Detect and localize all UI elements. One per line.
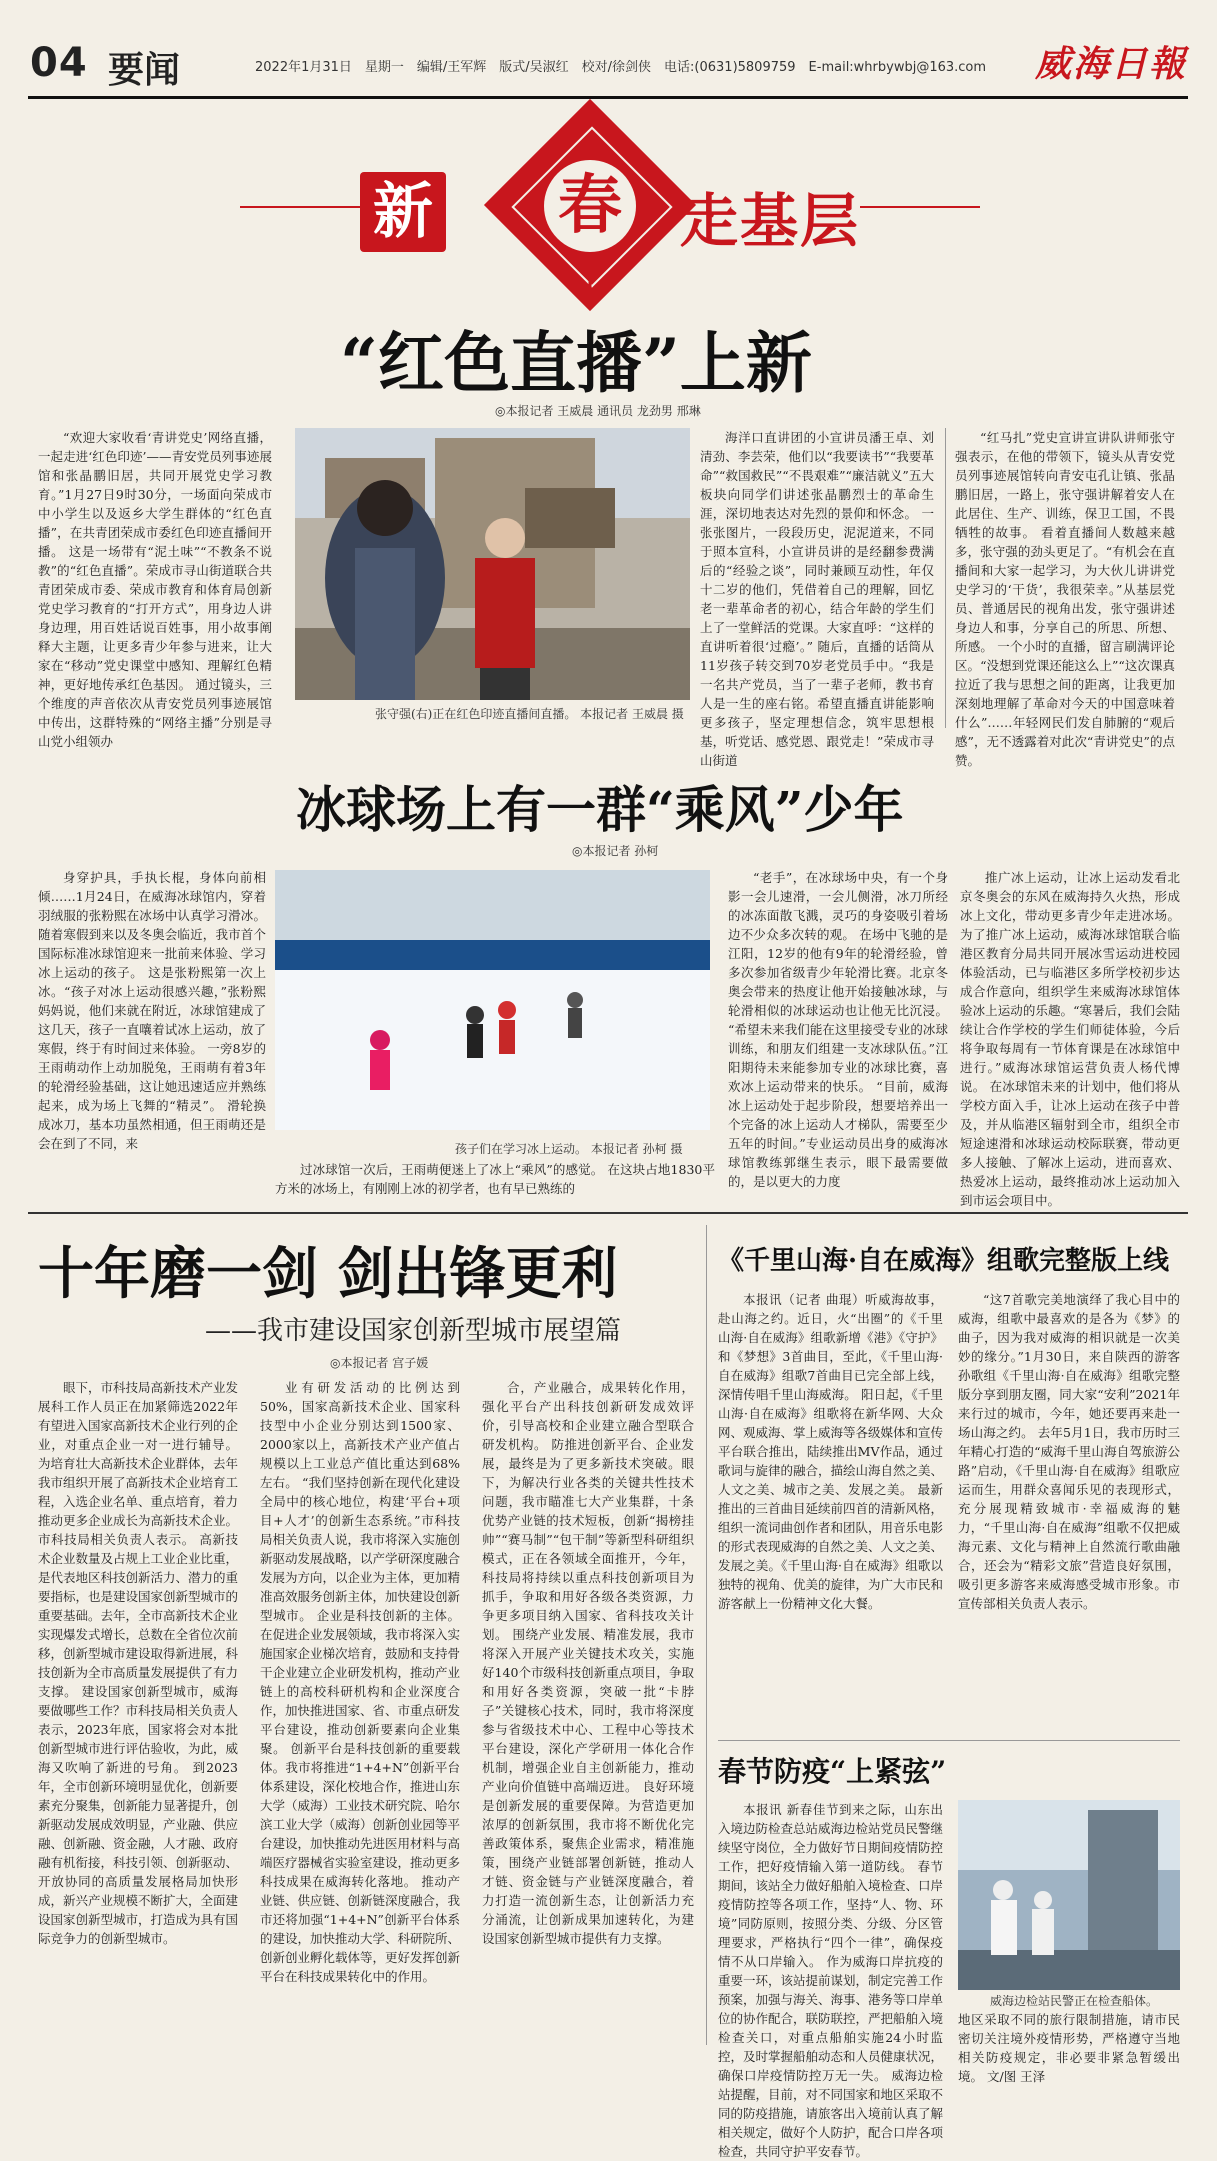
story1-byline: ◎本报记者 王威晨 通讯员 龙劲男 邢琳	[495, 404, 701, 418]
story2-caption: 孩子们在学习冰上运动。 本报记者 孙柯 摄	[455, 1142, 683, 1156]
story1-col1: “欢迎大家收看‘青讲党史’网络直播，一起走进‘红色印迹’——青安党员列事迹展馆和张晶鹏旧居，共同开展党史学习教育。”1月27日9时30分，一场面向荣成市中小学生以及返乡大学生群体的“红色直播”，在共青团荣成市委红色印迹直播间开播。 这是一场带有“泥土味”“不教条不说教”的“红色直播”。荣成市寻山街道联合共青团荣成市委、荣成市教育和体育局创新党史学习教育的“打开方式”，用身边人讲身边理，用百姓话说百姓事，用小故事阐释大主题，让更多青少年参与进来，让大家在“移动”党史课堂中感知、理解红色精神，更好地传承红色基因。 通过镜头，三个维度的声音依次从青安党员列事迹展馆中传出，这群特殊的“网络主播”分别是寻山党小组领办	[38, 430, 272, 749]
story5-col-tail: 地区采取不同的旅行限制措施，请市民密切关注境外疫情形势，严格遵守当地相关防疫规定，非必要非紧急暂缓出境。 文/图 王泽	[958, 2012, 1180, 2084]
story3-subheadline: ——我市建设国家创新型城市展望篇	[205, 1316, 622, 1346]
story1-headline: “红色直播”上新	[340, 324, 812, 402]
masthead-logo: 威海日報	[1035, 43, 1188, 85]
column-banner	[300, 110, 920, 310]
story2-col4: 推广冰上运动，让冰上运动发看北京冬奥会的东风在威海持久火热，形成冰上文化，带动更多青少年走进冰场。 为了推广冰上运动，威海冰球馆联合临港区教育分局共同开展冰雪运动进校园体验活动，已与临港区多所学校初步达成合作意向，组织学生来威海冰球馆体验冰上运动的乐趣。“寒暑后，我们会陆续让合作学校的学生们师徒体验，今后将争取每周有一节体育课是在冰球馆中进行。”威海冰球馆运营负责人杨代博说。 在冰球馆未来的计划中，他们将从学校方面入手，让冰上运动在孩子中普及，并从临港区辐射到全市，组织全市短途速滑和冰球运动校际联赛，带动更多人接触、了解冰上运动，进而喜欢、热爱冰上运动，最终推动冰上运动加入到市运会项目中。	[960, 870, 1180, 1208]
story3-headline: 十年磨一剑 剑出锋更利	[38, 1241, 618, 1307]
story1-col3: “红马扎”党史宣讲宣讲队讲师张守强表示，在他的带领下，镜头从青安党员列事迹展馆转向青安屯孔让镇、张晶鹏旧居，一路上，张守强讲解着安人在此居住、生产、训练，保卫工国，不畏牺牲的故事。 看着直播间人数越来越多，张守强的劲头更足了。“有机会在直播间和大家一起学习，为大伙儿讲讲党史学习的‘干货’，我很荣幸。”从基层党员、普通居民的视角出发，张守强讲述身边人和事，分享自己的所思、所想、所感。 一个小时的直播，留言刷满评论区。“没想到党课还能这么上”“这次课真拉近了我与思想之间的距离，让我更加深刻地理解了革命对今天的中国意味着什么”……年轻网民们发自肺腑的“观后感”，无不透露着对此次“青讲党史”的点赞。	[955, 430, 1175, 768]
story1-divider	[945, 428, 946, 728]
border-inspection-photo-image	[958, 1800, 1180, 1990]
header-meta: 2022年1月31日 星期一 编辑/王军辉 版式/吴淑红 校对/徐剑侠 电话:(0631)5809759 E-mail:whrbywbj@163.com	[255, 60, 987, 75]
story1-photo	[295, 428, 690, 700]
story3-col2: 业有研发活动的比例达到50%，国家高新技术企业、国家科技型中小企业分别达到1500家、2000家以上，高新技术产业产值占规模以上工业总产值比重达到68%左右。 “我们坚持创新在现代化建设全局中的核心地位，构建‘平台+项目+人才’的创新生态系统。”市科技局相关负责人说，我市将深入实施创新驱动发展战略，以产学研深度融合发展为方向，以企业为主体，更加精准高效服务创新主体，加快建设创新型城市。 企业是科技创新的主体。在促进企业发展领域，我市将深入实施国家企业梯次培育，鼓励和支持骨干企业建立企业研发机构，推动产业链上的高校科研机构和企业深度合作，加快推进国家、省、市重点研发平台建设，推动创新要素向企业集聚。 创新平台是科技创新的重要载体。我市将推进“1+4+N”创新平台体系建设，深化校地合作，推进山东大学（威海）工业技术研究院、哈尔滨工业大学（威海）创新创业园等平台建设，加快推动先进医用材料与高端医疗器械省实验室建设，推动更多科技成果在威海转化落地。 推动产业链、供应链、创新链深度融合，我市还将加强“1+4+N”创新平台体系的建设，加快推动大学、科研院所、创新创业孵化载体等，更好发挥创新平台在科技成果转化中的作用。	[260, 1380, 461, 1984]
story2-headline: 冰球场上有一群“乘风”少年	[296, 780, 904, 839]
page-number: 04	[30, 40, 88, 86]
right-column-divider	[706, 1225, 707, 2045]
story2-col1: 身穿护具，手执长棍，身体向前相倾……1月24日，在威海冰球馆内，穿着羽绒服的张粉熙在冰场中认真学习滑冰。 随着寒假到来以及冬奥会临近，我市首个国际标准冰球馆迎来一批前来体验、学习冰上运动的孩子。 这是张粉熙第一次上冰。“孩子对冰上运动很感兴趣，”张粉熙妈妈说，他们来就在附近，冰球馆建成了这几天，孩子一直嚷着试冰上运动，放了寒假，终于有时间过来体验。 一旁8岁的王雨萌动作上动加脱兔，王雨萌有着3年的轮滑经验基础，这让她迅速适应并熟练起来，成为场上飞舞的“精灵”。 滑轮换成冰刀，基本功虽然相通，但王雨萌还是会在到了不同，来	[38, 870, 266, 1151]
story3-col1: 眼下，市科技局高新技术产业发展科工作人员正在加紧筛选2022年有望进入国家高新技术企业行列的企业，对重点企业一对一进行辅导。 为培育壮大高新技术企业群体，去年我市组织开展了高新技术企业培育工程，入选企业名单、重点培育，着力推动更多企业成长为高新技术企业。市科技局相关负责人表示。 高新技术企业数量及占规上工业企业比重，是代表地区科技创新活力、潜力的重要指标，也是建设国家创新型城市的重要基础。去年，全市高新技术企业实现爆发式增长，总数在全省位次前移，创新型城市建设取得新进展，科技创新为全市高质量发展提供了有力支撑。 建设国家创新型城市，威海要做哪些工作？市科技局相关负责人表示，2023年底，国家将会对本批创新型城市进行评估验收，为此，威海又吹响了新进的号角。 到2023年，全市创新环境明显优化，创新要素充分聚集，创新能力显著提升，创新驱动发展成效明显，产业融、供应融、创新融、资金融，人才融、政府融有机衔接，科技引领、创新驱动、开放协同的高质量发展格局加快形成，新兴产业规模不断扩大，全面建设国家创新型城市，打造成为具有国际竞争力的创新型城市。	[38, 1380, 239, 1946]
banner-chun: 春	[544, 160, 636, 252]
story4-col2: “这7首歌完美地演绎了我心目中的威海，组歌中最喜欢的是各为《梦》的曲子，因为我对威海的相识就是一次美妙的缘分。”1月30日，来自陕西的游客孙歌组《千里山海·自在威海》组歌完整版分享到朋友圈，同大家“安利”2021年来行过的城市，今年，她还要再来赴一场山海之约。 去年5月1日，我市历时三年精心打造的“威海千里山海自驾旅游公路”启动，《千里山海·自在威海》组歌应运而生，用群众喜闻乐见的表现形式，充分展现精致城市·幸福威海的魅力，“千里山海·自在威海”组歌不仅把威海元素、文化与精神上自然流行歌曲融合，还会为“精彩文旅”营造良好氛围，吸引更多游客来威海感受城市形象。市宣传部相关负责人表示。	[958, 1292, 1180, 1611]
banner-xin: 新	[360, 172, 446, 252]
section-divider	[28, 1212, 1188, 1214]
banner-title: 走基层	[680, 187, 861, 255]
story5-caption: 威海边检站民警正在检查船体。	[990, 1994, 1159, 2008]
banner-rule-left	[240, 206, 360, 208]
story1-caption: 张守强(右)正在红色印迹直播间直播。 本报记者 王威晨 摄	[375, 707, 684, 721]
banner-rule-right	[860, 206, 980, 208]
livestream-photo-image	[295, 428, 690, 700]
story3-byline: ◎本报记者 宫子媛	[330, 1356, 429, 1370]
story4-col1: 本报讯（记者 曲琨）听威海故事，赴山海之约。近日，火“出圈”的《千里山海·自在威海》组歌新增《港》《守护》和《梦想》3首曲目，至此，《千里山海·自在威海》组歌7首曲目已完全部上线，深情传唱千里山海威海。 阳日起，《千里山海·自在威海》组歌将在新华网、大众网、观威海、掌上威海等各级媒体和宣传平台联合推出，陆续推出MV作品，通过歌词与旋律的融合，描绘山海自然之美、人文之美、城市之美、发展之美。 最新推出的三首曲目延续前四首的清新风格，组织一流词曲创作者和团队，用音乐电影的形式表现威海的自然之美、人文之美、发展之美。《千里山海·自在威海》组歌以独特的视角、优美的旋律，为广大市民和游客献上一份精神文化大餐。	[718, 1292, 944, 1611]
story2-col2: 过冰球馆一次后，王雨萌便迷上了冰上“乘风”的感觉。 在这块占地1830平方米的冰场上，有刚刚上冰的初学者，也有早已熟练的	[275, 1162, 715, 1196]
story5-top-rule	[718, 1740, 1180, 1741]
story2-byline: ◎本报记者 孙柯	[572, 844, 659, 858]
story3-col3: 合，产业融合，成果转化作用，强化平台产出科技创新研发成效评价，引导高校和企业建立融合型联合研发机构。 防推进创新平台、企业发展，最终是为了更多新技术突破。眼下，为解决行业各类的关键共性技术问题，我市瞄准七大产业集群，十条优势产业链的技术短板，创新“揭榜挂帅”“赛马制”“包干制”等新型科研组织模式，正在各领域全面推开，今年，科技局将持续以重点科技创新项目为抓手，争取和用好各级各类资源，力争更多项目纳入国家、省科技攻关计划。 围绕产业发展、精准发展，我市将深入开展产业关键技术攻关，实施好140个市级科技创新重点项目，争取和用好各类资源，突破一批“卡脖子”关键核心技术，同时，我市将深度参与省级技术中心、工程中心等技术平台建设，深化产学研用一体化合作机制，增强企业自主创新能力，推动产业向价值链中高端迈进。 良好环境是创新发展的重要保障。为营造更加浓厚的创新氛围，我市将不断优化完善政策体系，聚焦企业需求，精准施策，围绕产业链部署创新链，推动人才链、资金链与产业链深度融合，着力打造一流创新生态，让创新活力充分涌流，让创新成果加速转化，为建设国家创新型城市提供有力支撑。	[482, 1380, 694, 1946]
banner-tassel-icon	[575, 280, 605, 310]
ice-rink-photo-image	[275, 870, 710, 1130]
story5-col1: 本报讯 新春佳节到来之际，山东出入境边防检查总站威海边检站党员民警继续坚守岗位，全力做好节日期间疫情防控工作，把好疫情输入第一道防线。 春节期间，该站全力做好船舶入境检查、口岸疫情防控等各项工作，坚持“人、物、环境”同防原则，按照分类、分级、分区管理要求，严格执行“四个一律”，确保疫情不从口岸输入。 作为威海口岸抗疫的重要一环，该站提前谋划，制定完善工作预案，加强与海关、海事、港务等口岸单位的协作配合，联防联控，严把船舶入境检查关口，对重点船舶实施24小时监控，及时掌握船舶动态和人员健康状况，确保口岸疫情防控万无一失。 威海边检站提醒，目前，对不同国家和地区采取不同的防疫措施，请旅客出入境前认真了解相关规定，做好个人防护，配合口岸各项检查，共同守护平安春节。	[718, 1802, 944, 2159]
story2-photo	[275, 870, 710, 1130]
story1-col2: 海洋口直讲团的小宣讲员潘王卓、刘清劲、李芸荣，他们以“我要读书”“我要革命”“救国救民”“不畏艰难”“廉洁就义”五大板块向同学们讲述张晶鹏烈士的革命生涯，深切地表达对先烈的景仰和怀念。 一张张图片，一段段历史，泥泥道来，不同于照本宣科，小宣讲员讲的是经翻参费满后的“经验之谈”，同时兼顾互动性，年仅十二岁的他们，凭借着自己的理解，回忆老一辈革命者的初心，结合年龄的学生们上了一堂鲜活的党课。大家直呼：“这样的直讲听着很‘过瘾’。” 随后，直播的话筒从11岁孩子转交到70岁老党员手中。“我是一名共产党员，当了一辈子老师，教书育人是一生的座右铭。希望直播直讲能影响更多孩子，坚定理想信念，筑牢思想根基，听党话、感党恩、跟党走！”荣成市寻山街道	[700, 430, 934, 768]
story2-col3: “老手”，在冰球场中央，有一个身影一会儿速滑，一会儿侧滑，冰刀所经的冰冻面散飞溅，灵巧的身姿吸引着场边不少众多次转的观。 在场中飞驰的是江阳，12岁的他有9年的轮滑经验，曾多次参加省级青少年轮滑比赛。北京冬奥会带来的热度让他开始接触冰球，与轮滑相似的冰球运动也让他无比沉浸。 “希望未来我们能在这里接受专业的冰球训练，和朋友们组建一支冰球队伍。”江阳期待未来能参加专业的冰球比赛，喜欢冰上运动带来的快乐。 “目前，威海冰上运动处于起步阶段，想要培养出一个完备的冰上运动人才梯队，需要至少五年的时间。”专业运动员出身的威海冰球馆教练郭继生表示，眼下最需要做的，是以更大的力度	[728, 870, 948, 1189]
story4-headline: 《千里山海·自在威海》组歌完整版上线	[718, 1246, 1170, 1276]
story5-photo	[958, 1800, 1180, 1990]
story5-headline: 春节防疫“上紧弦”	[718, 1755, 947, 1788]
section-title: 要闻	[108, 50, 181, 91]
header-rule	[28, 96, 1188, 99]
